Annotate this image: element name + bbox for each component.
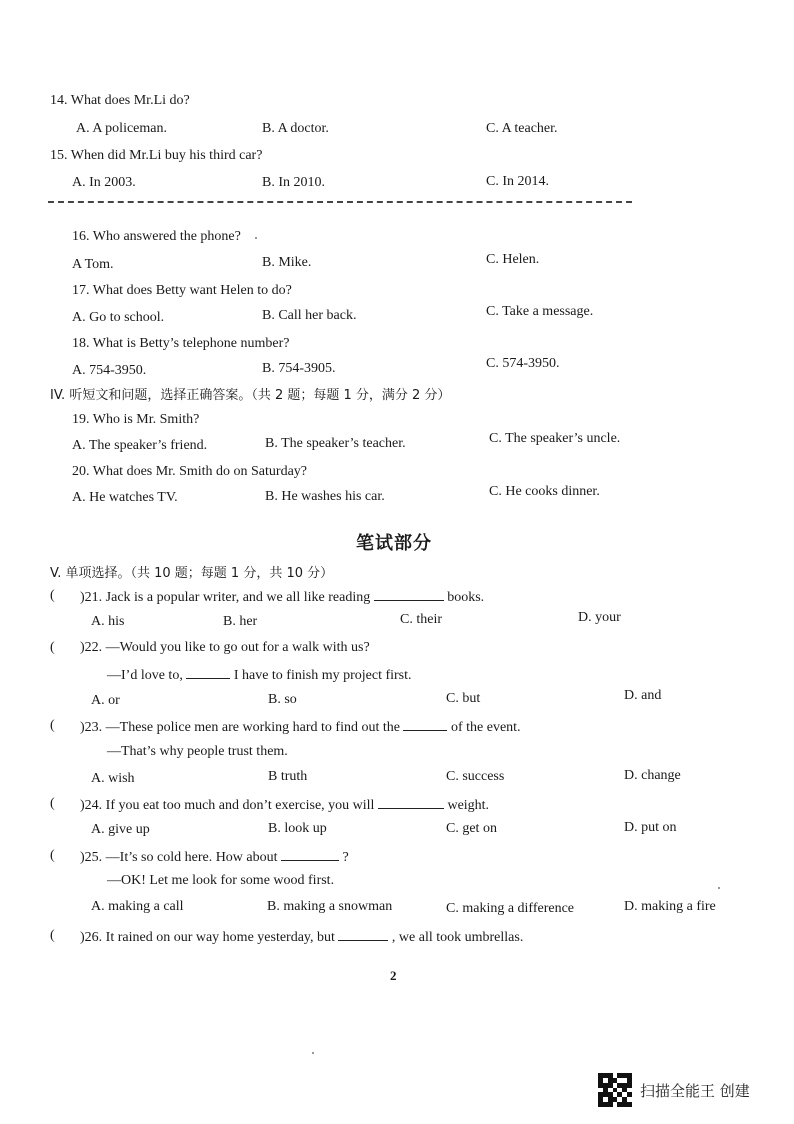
question-15-option-b: B. In 2010. [262, 175, 325, 190]
question-20-option-a: A. He watches TV. [72, 490, 178, 505]
page-number: 2 [390, 968, 397, 983]
question-22-reply-text: —I’d love to, [107, 668, 183, 683]
answer-bracket-25: ( [50, 848, 55, 863]
question-24-blank[interactable] [378, 796, 444, 809]
question-19-option-a: A. The speaker’s friend. [72, 438, 208, 453]
question-22-line2 [107, 666, 412, 684]
question-25-option-b: B. making a snowman [267, 899, 393, 914]
question-22-option-a: A. or [91, 693, 120, 708]
section-4-instructions: IV. 听短文和问题，选择正确答案。（共 2 题；每题 1 分，满分 2 分） [50, 388, 451, 403]
question-16-option-b: B. Mike. [262, 255, 312, 270]
question-23-text-end: of the event. [450, 720, 521, 735]
question-24-text-end: weight. [447, 798, 490, 813]
question-18-option-b: B. 754-3905. [262, 361, 336, 376]
question-17-stem: 17. What does Betty want Helen to do? [72, 283, 292, 298]
question-21-option-b: B. her [223, 614, 258, 629]
question-20-stem: 20. What does Mr. Smith do on Saturday? [72, 464, 307, 479]
question-23-blank[interactable] [403, 718, 447, 731]
question-21-stem [80, 588, 484, 606]
question-24-option-c: C. get on [446, 821, 497, 836]
question-25-text-end: ? [342, 850, 349, 865]
question-23-option-b: B truth [268, 769, 308, 784]
question-22-option-d: D. and [624, 688, 662, 703]
question-25-blank[interactable] [281, 848, 339, 861]
scan-speck [312, 1052, 314, 1054]
question-24-stem [80, 796, 489, 814]
written-part-title: 笔试部分 [356, 533, 432, 554]
question-22-option-b: B. so [268, 692, 297, 707]
question-19-option-b: B. The speaker’s teacher. [265, 436, 406, 451]
question-25-stem [80, 848, 349, 866]
answer-bracket-26: ( [50, 928, 55, 943]
qr-code-icon [598, 1073, 632, 1107]
question-22-option-c: C. but [446, 691, 481, 706]
question-22-blank[interactable] [186, 666, 230, 679]
question-21-option-d: D. your [578, 610, 621, 625]
answer-bracket-23: ( [50, 718, 55, 733]
question-16-stem: 16. Who answered the phone? [72, 229, 241, 244]
question-17-option-b: B. Call her back. [262, 308, 357, 323]
question-14-option-b: B. A doctor. [262, 121, 329, 136]
question-17-option-a: A. Go to school. [72, 310, 165, 325]
question-26-text-end: , we all took umbrellas. [391, 930, 524, 945]
question-21-text: )21. Jack is a popular writer, and we all like reading [80, 590, 371, 605]
question-14-stem: 14. What does Mr.Li do? [50, 93, 190, 108]
question-21-text-end: books. [447, 590, 485, 605]
question-19-option-c: C. The speaker’s uncle. [489, 431, 621, 446]
watermark-text: 扫描全能王 创建 [640, 1081, 750, 1100]
question-15-option-c: C. In 2014. [486, 174, 549, 189]
question-26-blank[interactable] [338, 928, 388, 941]
question-25-line2: —OK! Let me look for some wood first. [107, 873, 335, 888]
question-18-option-c: C. 574-3950. [486, 356, 560, 371]
question-14-option-a: A. A policeman. [76, 121, 167, 136]
question-24-option-d: D. put on [624, 820, 677, 835]
question-18-stem: 18. What is Betty’s telephone number? [72, 336, 290, 351]
question-16-option-a: A Tom. [72, 257, 114, 272]
answer-bracket-24: ( [50, 796, 55, 811]
scanner-watermark [598, 1073, 750, 1107]
cut-line-divider [48, 201, 632, 203]
question-21-option-c: C. their [400, 612, 442, 627]
question-23-option-c: C. success [446, 769, 505, 784]
question-19-stem: 19. Who is Mr. Smith? [72, 412, 200, 427]
question-18-option-a: A. 754-3950. [72, 363, 147, 378]
answer-bracket-21: ( [50, 588, 55, 603]
question-25-option-d: D. making a fire [624, 899, 716, 914]
question-25-option-a: A. making a call [91, 899, 184, 914]
question-24-option-b: B. look up [268, 821, 327, 836]
question-21-blank[interactable] [374, 588, 444, 601]
question-17-option-c: C. Take a message. [486, 304, 594, 319]
scan-speck [255, 237, 257, 239]
question-20-option-c: C. He cooks dinner. [489, 484, 600, 499]
question-23-option-d: D. change [624, 768, 681, 783]
question-22-stem: )22. —Would you like to go out for a walk with us? [80, 640, 370, 655]
question-23-text: )23. —These police men are working hard to find out the [80, 720, 400, 735]
question-16-option-c: C. Helen. [486, 252, 540, 267]
section-5-instructions: V. 单项选择。（共 10 题；每题 1 分，共 10 分） [50, 566, 334, 581]
question-24-option-a: A. give up [91, 822, 150, 837]
question-20-option-b: B. He washes his car. [265, 489, 385, 504]
question-15-stem: 15. When did Mr.Li buy his third car? [50, 148, 263, 163]
question-14-option-c: C. A teacher. [486, 121, 558, 136]
question-22-reply-end: I have to finish my project first. [233, 668, 412, 683]
question-25-option-c: C. making a difference [446, 901, 575, 916]
question-26-stem [80, 928, 523, 946]
question-21-option-a: A. his [91, 614, 125, 629]
question-23-line2: —That’s why people trust them. [107, 744, 288, 759]
question-25-text: )25. —It’s so cold here. How about [80, 850, 278, 865]
answer-bracket-22: ( [50, 640, 55, 655]
question-26-text: )26. It rained on our way home yesterday, but [80, 930, 335, 945]
question-15-option-a: A. In 2003. [72, 175, 136, 190]
question-23-option-a: A. wish [91, 771, 135, 786]
question-23-stem [80, 718, 521, 736]
scan-speck [718, 887, 720, 889]
question-24-text: )24. If you eat too much and don’t exercise, you will [80, 798, 375, 813]
